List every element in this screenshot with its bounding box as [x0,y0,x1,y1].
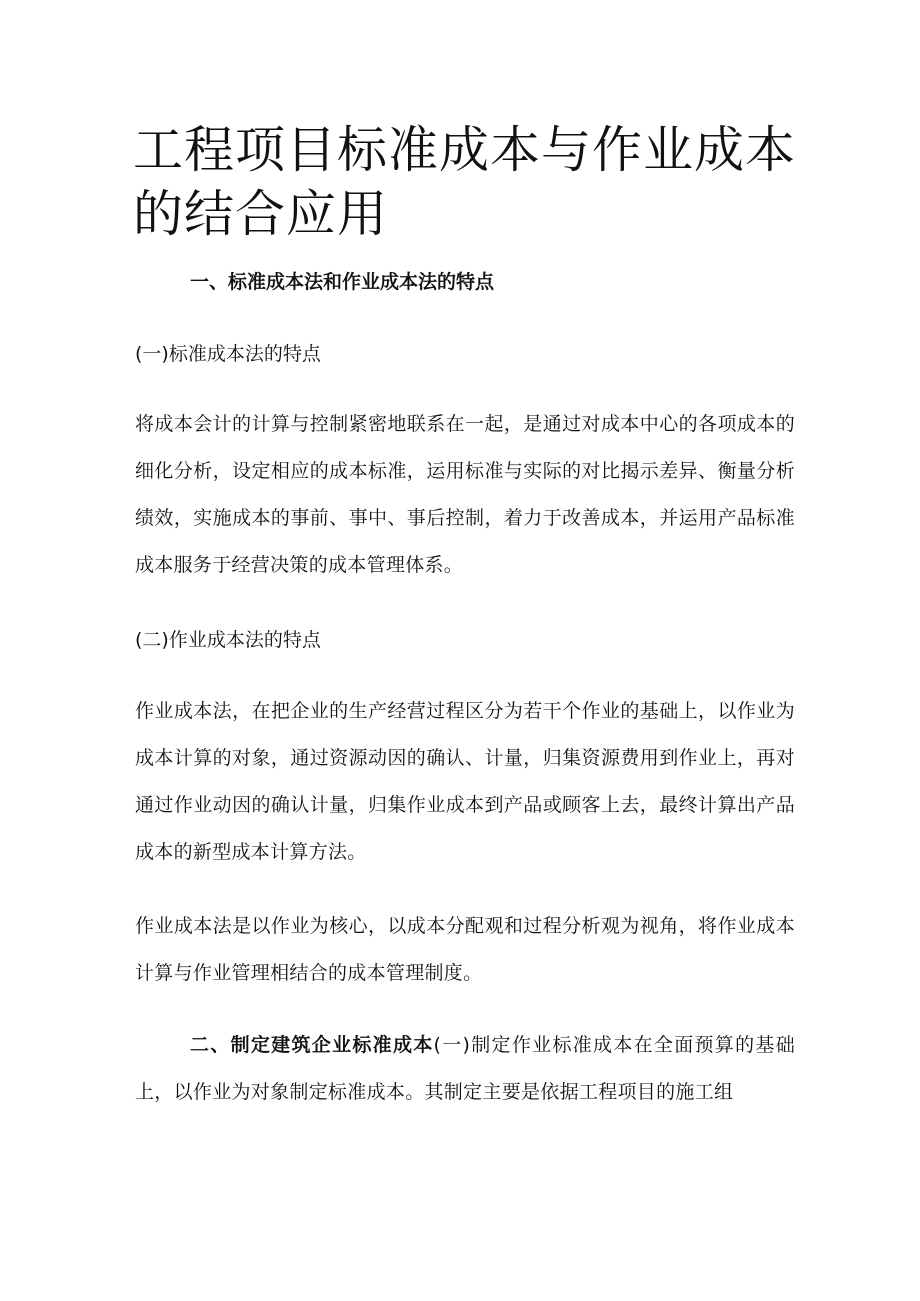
paragraph-activity-cost-definition: 作业成本法，在把企业的生产经营过程区分为若干个作业的基础上，以作业为成本计算的对象，通过资源动因的确认、计量，归集资源费用到作业上，再对通过作业动因的确认计量，归集作业成本到产品或顾客上去，最终计算出产品成本的新型成本计算方法。 [135,700,795,863]
document-title: 工程项目标准成本与作业成本的结合应用 [133,121,796,243]
section-heading-2: 二、制定建筑企业标准成本 [190,1034,434,1056]
paragraph-standard-cost: 将成本会计的计算与控制紧密地联系在一起，是通过对成本中心的各项成本的细化分析，设定相应的成本标准，运用标准与实际的对比揭示差异、衡量分析绩效，实施成本的事前、事中、事后控制，着力于改善成本，并运用产品标准成本服务于经营决策的成本管理体系。 [135,413,795,576]
paragraph-section-2 [135,1022,795,1116]
section-2-text: (一)制定作业标准成本在全面预算的基础上，以作业为对象制定标准成本。其制定主要是依据工程项目的施工组 [135,1034,795,1103]
subsection-heading-activity-cost: (二)作业成本法的特点 [135,629,321,651]
section-heading-1: 一、标准成本法和作业成本法的特点 [190,271,495,293]
subsection-heading-standard-cost: (一)标准成本法的特点 [135,343,321,365]
paragraph-activity-cost-core: 作业成本法是以作业为核心，以成本分配观和过程分析观为视角，将作业成本计算与作业管理相结合的成本管理制度。 [135,915,795,984]
